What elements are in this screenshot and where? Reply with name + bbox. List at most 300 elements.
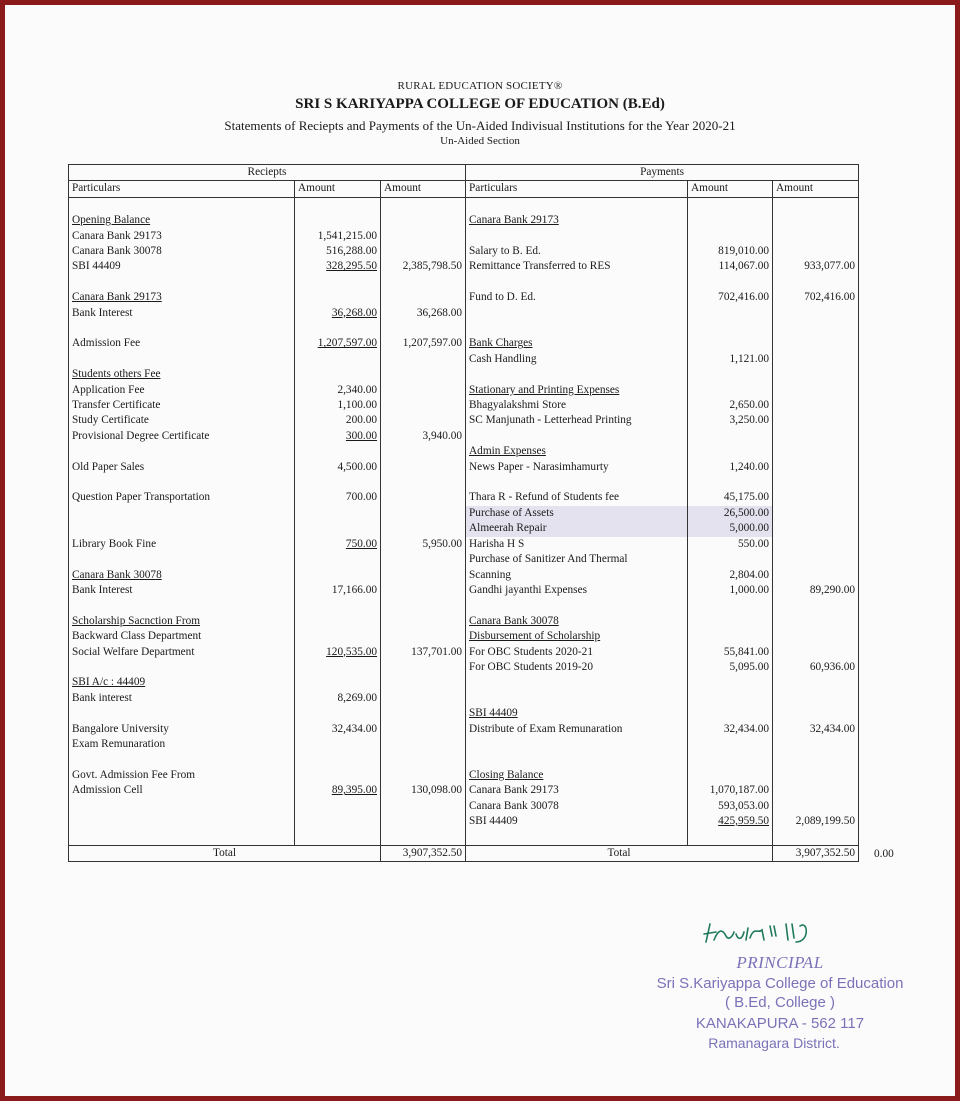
statement-title: Statements of Reciepts and Payments of the Un-Aided Indivisual Institutions for the Year 2020-21: [224, 118, 736, 133]
payment-subtotal: 702,416.00: [773, 290, 859, 305]
table-row: [69, 737, 859, 752]
receipt-subtotal: [381, 706, 466, 721]
receipt-subtotal: [381, 506, 466, 521]
handwritten-signature: [700, 912, 860, 952]
receipt-subtotal: [381, 829, 466, 845]
receipt-amount: [295, 568, 381, 583]
table-row: [69, 829, 859, 845]
receipt-particular: [69, 552, 295, 567]
receipt-amount: [295, 552, 381, 567]
college-title: SRI S KARIYAPPA COLLEGE OF EDUCATION (B.Ed): [295, 96, 665, 112]
receipt-subtotal: [381, 460, 466, 475]
payment-particular: [466, 367, 688, 382]
payment-subtotal: 933,077.00: [773, 259, 859, 274]
receipt-amount: 1,207,597.00: [295, 336, 381, 351]
receipt-particular: Exam Remunaration: [69, 737, 295, 752]
receipt-amount: [295, 799, 381, 814]
table-row: [69, 752, 859, 767]
receipt-subtotal: [381, 490, 466, 505]
table-row: [69, 645, 859, 660]
payment-amount: [688, 675, 773, 690]
payment-particular: [466, 675, 688, 690]
receipt-amount: [295, 213, 381, 228]
receipt-particular: [69, 506, 295, 521]
receipt-subtotal: [381, 814, 466, 829]
receipt-subtotal: [381, 598, 466, 613]
table-row: [69, 783, 859, 798]
payment-amount: 819,010.00: [688, 244, 773, 259]
payment-amount: [688, 552, 773, 567]
payment-amount: [688, 229, 773, 244]
payment-particular: For OBC Students 2020-21: [466, 645, 688, 660]
receipt-amount: 8,269.00: [295, 691, 381, 706]
table-row: [69, 490, 859, 505]
payment-amount: [688, 275, 773, 290]
receipt-subtotal: [381, 737, 466, 752]
receipt-amount: [295, 321, 381, 336]
payment-particular: Cash Handling: [466, 352, 688, 367]
payment-amount: 593,053.00: [688, 799, 773, 814]
payment-subtotal: [773, 614, 859, 629]
receipt-amount: [295, 444, 381, 459]
table-row: [69, 290, 859, 305]
payment-particular: Disbursement of Scholarship: [466, 629, 688, 644]
receipt-particular: Transfer Certificate: [69, 398, 295, 413]
payment-subtotal: [773, 691, 859, 706]
receipt-particular: [69, 521, 295, 536]
payment-particular: Canara Bank 30078: [466, 614, 688, 629]
payment-subtotal: [773, 783, 859, 798]
payment-subtotal: [773, 521, 859, 536]
payment-amount: [688, 752, 773, 767]
table-row: [69, 321, 859, 336]
payment-particular: SC Manjunath - Letterhead Printing: [466, 413, 688, 428]
receipt-subtotal: [381, 752, 466, 767]
payment-particular: Almeerah Repair: [466, 521, 688, 536]
receipt-particular: Bangalore University: [69, 722, 295, 737]
table-row: [69, 814, 859, 829]
table-row: [69, 413, 859, 428]
receipt-particular: Bank Interest: [69, 306, 295, 321]
receipt-amount: 516,288.00: [295, 244, 381, 259]
table-row: [69, 259, 859, 274]
payment-subtotal: [773, 799, 859, 814]
receipt-subtotal: [381, 383, 466, 398]
receipt-amount: 1,541,215.00: [295, 229, 381, 244]
payment-particular: Scanning: [466, 568, 688, 583]
receipt-amount: 89,395.00: [295, 783, 381, 798]
payment-particular: [466, 475, 688, 490]
payment-amount: 55,841.00: [688, 645, 773, 660]
receipt-amount: [295, 275, 381, 290]
receipt-subtotal: 36,268.00: [381, 306, 466, 321]
table-row: [69, 336, 859, 351]
receipt-amount: [295, 290, 381, 305]
receipt-particular: Opening Balance: [69, 213, 295, 228]
payment-particular: Purchase of Assets: [466, 506, 688, 521]
payment-particular: [466, 321, 688, 336]
payment-amount: 5,000.00: [688, 521, 773, 536]
receipt-amount: [295, 614, 381, 629]
payment-amount: [688, 829, 773, 845]
receipt-subtotal: [381, 568, 466, 583]
payment-subtotal: [773, 197, 859, 213]
receipt-amount: [295, 706, 381, 721]
payment-amount: [688, 444, 773, 459]
payment-subtotal: [773, 752, 859, 767]
receipt-amount: [295, 352, 381, 367]
payments-amount-total-header: Amount: [773, 181, 859, 197]
payment-subtotal: [773, 213, 859, 228]
payment-amount: [688, 367, 773, 382]
table-row: [69, 429, 859, 444]
receipt-particular: Canara Bank 29173: [69, 290, 295, 305]
receipt-amount: 120,535.00: [295, 645, 381, 660]
payment-particular: Stationary and Printing Expenses: [466, 383, 688, 398]
receipt-subtotal: [381, 475, 466, 490]
receipt-subtotal: [381, 629, 466, 644]
receipt-particular: SBI 44409: [69, 259, 295, 274]
receipt-amount: [295, 768, 381, 783]
payment-particular: Distribute of Exam Remunaration: [466, 722, 688, 737]
table-row: [69, 213, 859, 228]
receipt-amount: [295, 737, 381, 752]
table-row: [69, 629, 859, 644]
payments-total-amount: 3,907,352.50: [773, 845, 859, 861]
receipt-subtotal: [381, 444, 466, 459]
stamp-district: Ramanagara District.: [708, 1035, 840, 1051]
payment-particular: Bank Charges: [466, 336, 688, 351]
payment-amount: [688, 336, 773, 351]
payment-subtotal: [773, 675, 859, 690]
receipt-particular: [69, 598, 295, 613]
receipt-particular: Students others Fee: [69, 367, 295, 382]
table-row: [69, 675, 859, 690]
payment-subtotal: [773, 506, 859, 521]
payment-particular: SBI 44409: [466, 706, 688, 721]
table-row: [69, 197, 859, 213]
table-row: [69, 506, 859, 521]
payment-amount: [688, 213, 773, 228]
payment-amount: [688, 475, 773, 490]
receipt-amount: [295, 752, 381, 767]
receipt-subtotal: 137,701.00: [381, 645, 466, 660]
payment-subtotal: [773, 537, 859, 552]
payment-particular: Gandhi jayanthi Expenses: [466, 583, 688, 598]
receipt-subtotal: [381, 768, 466, 783]
table-row: [69, 275, 859, 290]
receipt-particular: Study Certificate: [69, 413, 295, 428]
payments-total-label: Total: [466, 845, 773, 861]
receipt-subtotal: 130,098.00: [381, 783, 466, 798]
payment-amount: 550.00: [688, 537, 773, 552]
payment-amount: [688, 306, 773, 321]
receipt-subtotal: 2,385,798.50: [381, 259, 466, 274]
payment-amount: [688, 737, 773, 752]
table-row: [69, 229, 859, 244]
payment-amount: 1,000.00: [688, 583, 773, 598]
payment-subtotal: [773, 306, 859, 321]
stamp-title: PRINCIPAL: [736, 953, 824, 972]
payment-particular: Bhagyalakshmi Store: [466, 398, 688, 413]
payment-particular: Fund to D. Ed.: [466, 290, 688, 305]
table-row: [69, 598, 859, 613]
payment-subtotal: [773, 398, 859, 413]
receipt-particular: Scholarship Sacnction From: [69, 614, 295, 629]
receipt-subtotal: [381, 614, 466, 629]
total-row: [69, 845, 859, 861]
receipt-amount: 750.00: [295, 537, 381, 552]
payment-particular: [466, 737, 688, 752]
receipt-amount: [295, 475, 381, 490]
receipt-particular: Canara Bank 30078: [69, 568, 295, 583]
receipt-particular: Social Welfare Department: [69, 645, 295, 660]
receipt-subtotal: 3,940.00: [381, 429, 466, 444]
receipt-amount: 36,268.00: [295, 306, 381, 321]
payment-particular: Purchase of Sanitizer And Thermal: [466, 552, 688, 567]
payment-particular: [466, 691, 688, 706]
table-row: [69, 367, 859, 382]
payments-particulars-header: Particulars: [466, 181, 688, 197]
payment-amount: 114,067.00: [688, 259, 773, 274]
payment-particular: [466, 306, 688, 321]
payment-amount: [688, 321, 773, 336]
receipt-subtotal: [381, 552, 466, 567]
payment-particular: SBI 44409: [466, 814, 688, 829]
receipt-particular: [69, 660, 295, 675]
receipt-subtotal: [381, 275, 466, 290]
receipts-amount-total-header: Amount: [381, 181, 466, 197]
payment-amount: 1,070,187.00: [688, 783, 773, 798]
payment-particular: Closing Balance: [466, 768, 688, 783]
payment-subtotal: [773, 229, 859, 244]
difference-value: 0.00: [874, 848, 894, 860]
table-row: [69, 660, 859, 675]
payment-particular: For OBC Students 2019-20: [466, 660, 688, 675]
receipt-particular: [69, 475, 295, 490]
receipt-amount: 328,295.50: [295, 259, 381, 274]
receipt-subtotal: 5,950.00: [381, 537, 466, 552]
payment-subtotal: [773, 568, 859, 583]
payment-subtotal: [773, 490, 859, 505]
payment-particular: Canara Bank 30078: [466, 799, 688, 814]
table-row: [69, 444, 859, 459]
payment-amount: [688, 614, 773, 629]
receipt-particular: [69, 829, 295, 845]
payment-subtotal: [773, 336, 859, 351]
receipt-particular: [69, 321, 295, 336]
receipts-total-amount: 3,907,352.50: [381, 845, 466, 861]
receipt-amount: 2,340.00: [295, 383, 381, 398]
payment-subtotal: [773, 275, 859, 290]
receipt-subtotal: 1,207,597.00: [381, 336, 466, 351]
payment-amount: [688, 691, 773, 706]
payment-amount: 2,804.00: [688, 568, 773, 583]
table-row: [69, 552, 859, 567]
payment-subtotal: 32,434.00: [773, 722, 859, 737]
receipt-amount: [295, 629, 381, 644]
receipt-subtotal: [381, 583, 466, 598]
receipt-particular: Application Fee: [69, 383, 295, 398]
receipt-subtotal: [381, 229, 466, 244]
payment-subtotal: 89,290.00: [773, 583, 859, 598]
receipt-subtotal: [381, 521, 466, 536]
payment-particular: Canara Bank 29173: [466, 783, 688, 798]
receipt-amount: 700.00: [295, 490, 381, 505]
table-row: [69, 460, 859, 475]
payment-particular: Admin Expenses: [466, 444, 688, 459]
payment-particular: Harisha H S: [466, 537, 688, 552]
payment-amount: 45,175.00: [688, 490, 773, 505]
payment-amount: [688, 706, 773, 721]
table-row: [69, 568, 859, 583]
receipt-particular: Library Book Fine: [69, 537, 295, 552]
receipt-particular: Backward Class Department: [69, 629, 295, 644]
receipt-particular: [69, 706, 295, 721]
receipts-group-header: Reciepts: [69, 165, 466, 181]
payment-subtotal: [773, 645, 859, 660]
payment-amount: [688, 197, 773, 213]
payments-group-header: Payments: [466, 165, 859, 181]
payment-particular: Remittance Transferred to RES: [466, 259, 688, 274]
receipt-subtotal: [381, 213, 466, 228]
table-row: [69, 521, 859, 536]
payment-particular: [466, 429, 688, 444]
payment-subtotal: [773, 383, 859, 398]
ledger-body: [69, 197, 859, 845]
receipt-particular: Admission Fee: [69, 336, 295, 351]
payment-subtotal: [773, 598, 859, 613]
payment-subtotal: [773, 444, 859, 459]
receipt-subtotal: [381, 244, 466, 259]
table-row: [69, 352, 859, 367]
payment-particular: Canara Bank 29173: [466, 213, 688, 228]
receipt-amount: 1,100.00: [295, 398, 381, 413]
receipt-particular: Govt. Admission Fee From: [69, 768, 295, 783]
receipt-particular: Bank Interest: [69, 583, 295, 598]
payment-amount: [688, 429, 773, 444]
receipt-amount: 200.00: [295, 413, 381, 428]
receipt-subtotal: [381, 799, 466, 814]
receipt-particular: Old Paper Sales: [69, 460, 295, 475]
receipt-subtotal: [381, 367, 466, 382]
receipt-amount: [295, 197, 381, 213]
receipt-particular: Canara Bank 30078: [69, 244, 295, 259]
payment-subtotal: [773, 352, 859, 367]
section-label: Un-Aided Section: [440, 135, 520, 147]
receipt-particular: [69, 799, 295, 814]
payment-amount: [688, 383, 773, 398]
table-row: [69, 768, 859, 783]
receipt-amount: [295, 367, 381, 382]
payment-subtotal: [773, 321, 859, 336]
receipt-amount: 32,434.00: [295, 722, 381, 737]
table-row: [69, 799, 859, 814]
payment-amount: [688, 768, 773, 783]
receipt-particular: [69, 197, 295, 213]
receipt-particular: [69, 352, 295, 367]
table-row: [69, 244, 859, 259]
payment-subtotal: [773, 629, 859, 644]
receipt-particular: [69, 814, 295, 829]
receipt-subtotal: [381, 398, 466, 413]
table-row: [69, 537, 859, 552]
payment-subtotal: [773, 552, 859, 567]
receipt-amount: 300.00: [295, 429, 381, 444]
stamp-college-type: ( B.Ed, College ): [724, 994, 836, 1011]
receipts-payments-table: [68, 164, 859, 862]
payment-subtotal: [773, 706, 859, 721]
receipts-amount-header: Amount: [295, 181, 381, 197]
payment-amount: 2,650.00: [688, 398, 773, 413]
receipt-amount: [295, 675, 381, 690]
payment-amount: 702,416.00: [688, 290, 773, 305]
receipt-amount: [295, 598, 381, 613]
table-row: [69, 706, 859, 721]
receipts-total-label: Total: [69, 845, 381, 861]
payment-amount: [688, 629, 773, 644]
payment-amount: 5,095.00: [688, 660, 773, 675]
table-row: [69, 722, 859, 737]
receipt-particular: Admission Cell: [69, 783, 295, 798]
receipt-particular: [69, 275, 295, 290]
stamp-town: KANAKAPURA - 562 117: [695, 1015, 865, 1032]
payment-subtotal: [773, 829, 859, 845]
payment-particular: [466, 197, 688, 213]
payment-subtotal: [773, 737, 859, 752]
stamp-college: Sri S.Kariyappa College of Education: [656, 975, 904, 992]
table-row: [69, 614, 859, 629]
receipt-subtotal: [381, 660, 466, 675]
payment-amount: 3,250.00: [688, 413, 773, 428]
table-row: [69, 398, 859, 413]
payment-subtotal: [773, 429, 859, 444]
receipt-amount: [295, 814, 381, 829]
receipt-amount: 4,500.00: [295, 460, 381, 475]
payment-subtotal: [773, 367, 859, 382]
payment-subtotal: [773, 768, 859, 783]
payment-particular: [466, 598, 688, 613]
payments-amount-header: Amount: [688, 181, 773, 197]
receipt-particular: SBI A/c : 44409: [69, 675, 295, 690]
receipt-subtotal: [381, 413, 466, 428]
receipt-subtotal: [381, 290, 466, 305]
payment-particular: Thara R - Refund of Students fee: [466, 490, 688, 505]
payment-particular: [466, 752, 688, 767]
receipt-subtotal: [381, 675, 466, 690]
table-row: [69, 691, 859, 706]
payment-amount: 26,500.00: [688, 506, 773, 521]
payment-amount: 425,959.50: [688, 814, 773, 829]
payment-particular: [466, 275, 688, 290]
receipt-subtotal: [381, 722, 466, 737]
receipt-amount: [295, 506, 381, 521]
receipt-subtotal: [381, 691, 466, 706]
society-name: RURAL EDUCATION SOCIETY®: [397, 80, 563, 92]
payment-particular: News Paper - Narasimhamurty: [466, 460, 688, 475]
receipt-particular: Question Paper Transportation: [69, 490, 295, 505]
receipt-particular: Bank interest: [69, 691, 295, 706]
payment-subtotal: [773, 475, 859, 490]
table-row: [69, 583, 859, 598]
receipt-amount: 17,166.00: [295, 583, 381, 598]
payment-subtotal: [773, 460, 859, 475]
payment-amount: 1,240.00: [688, 460, 773, 475]
payment-particular: Salary to B. Ed.: [466, 244, 688, 259]
receipt-subtotal: [381, 321, 466, 336]
table-row: [69, 306, 859, 321]
receipt-subtotal: [381, 197, 466, 213]
